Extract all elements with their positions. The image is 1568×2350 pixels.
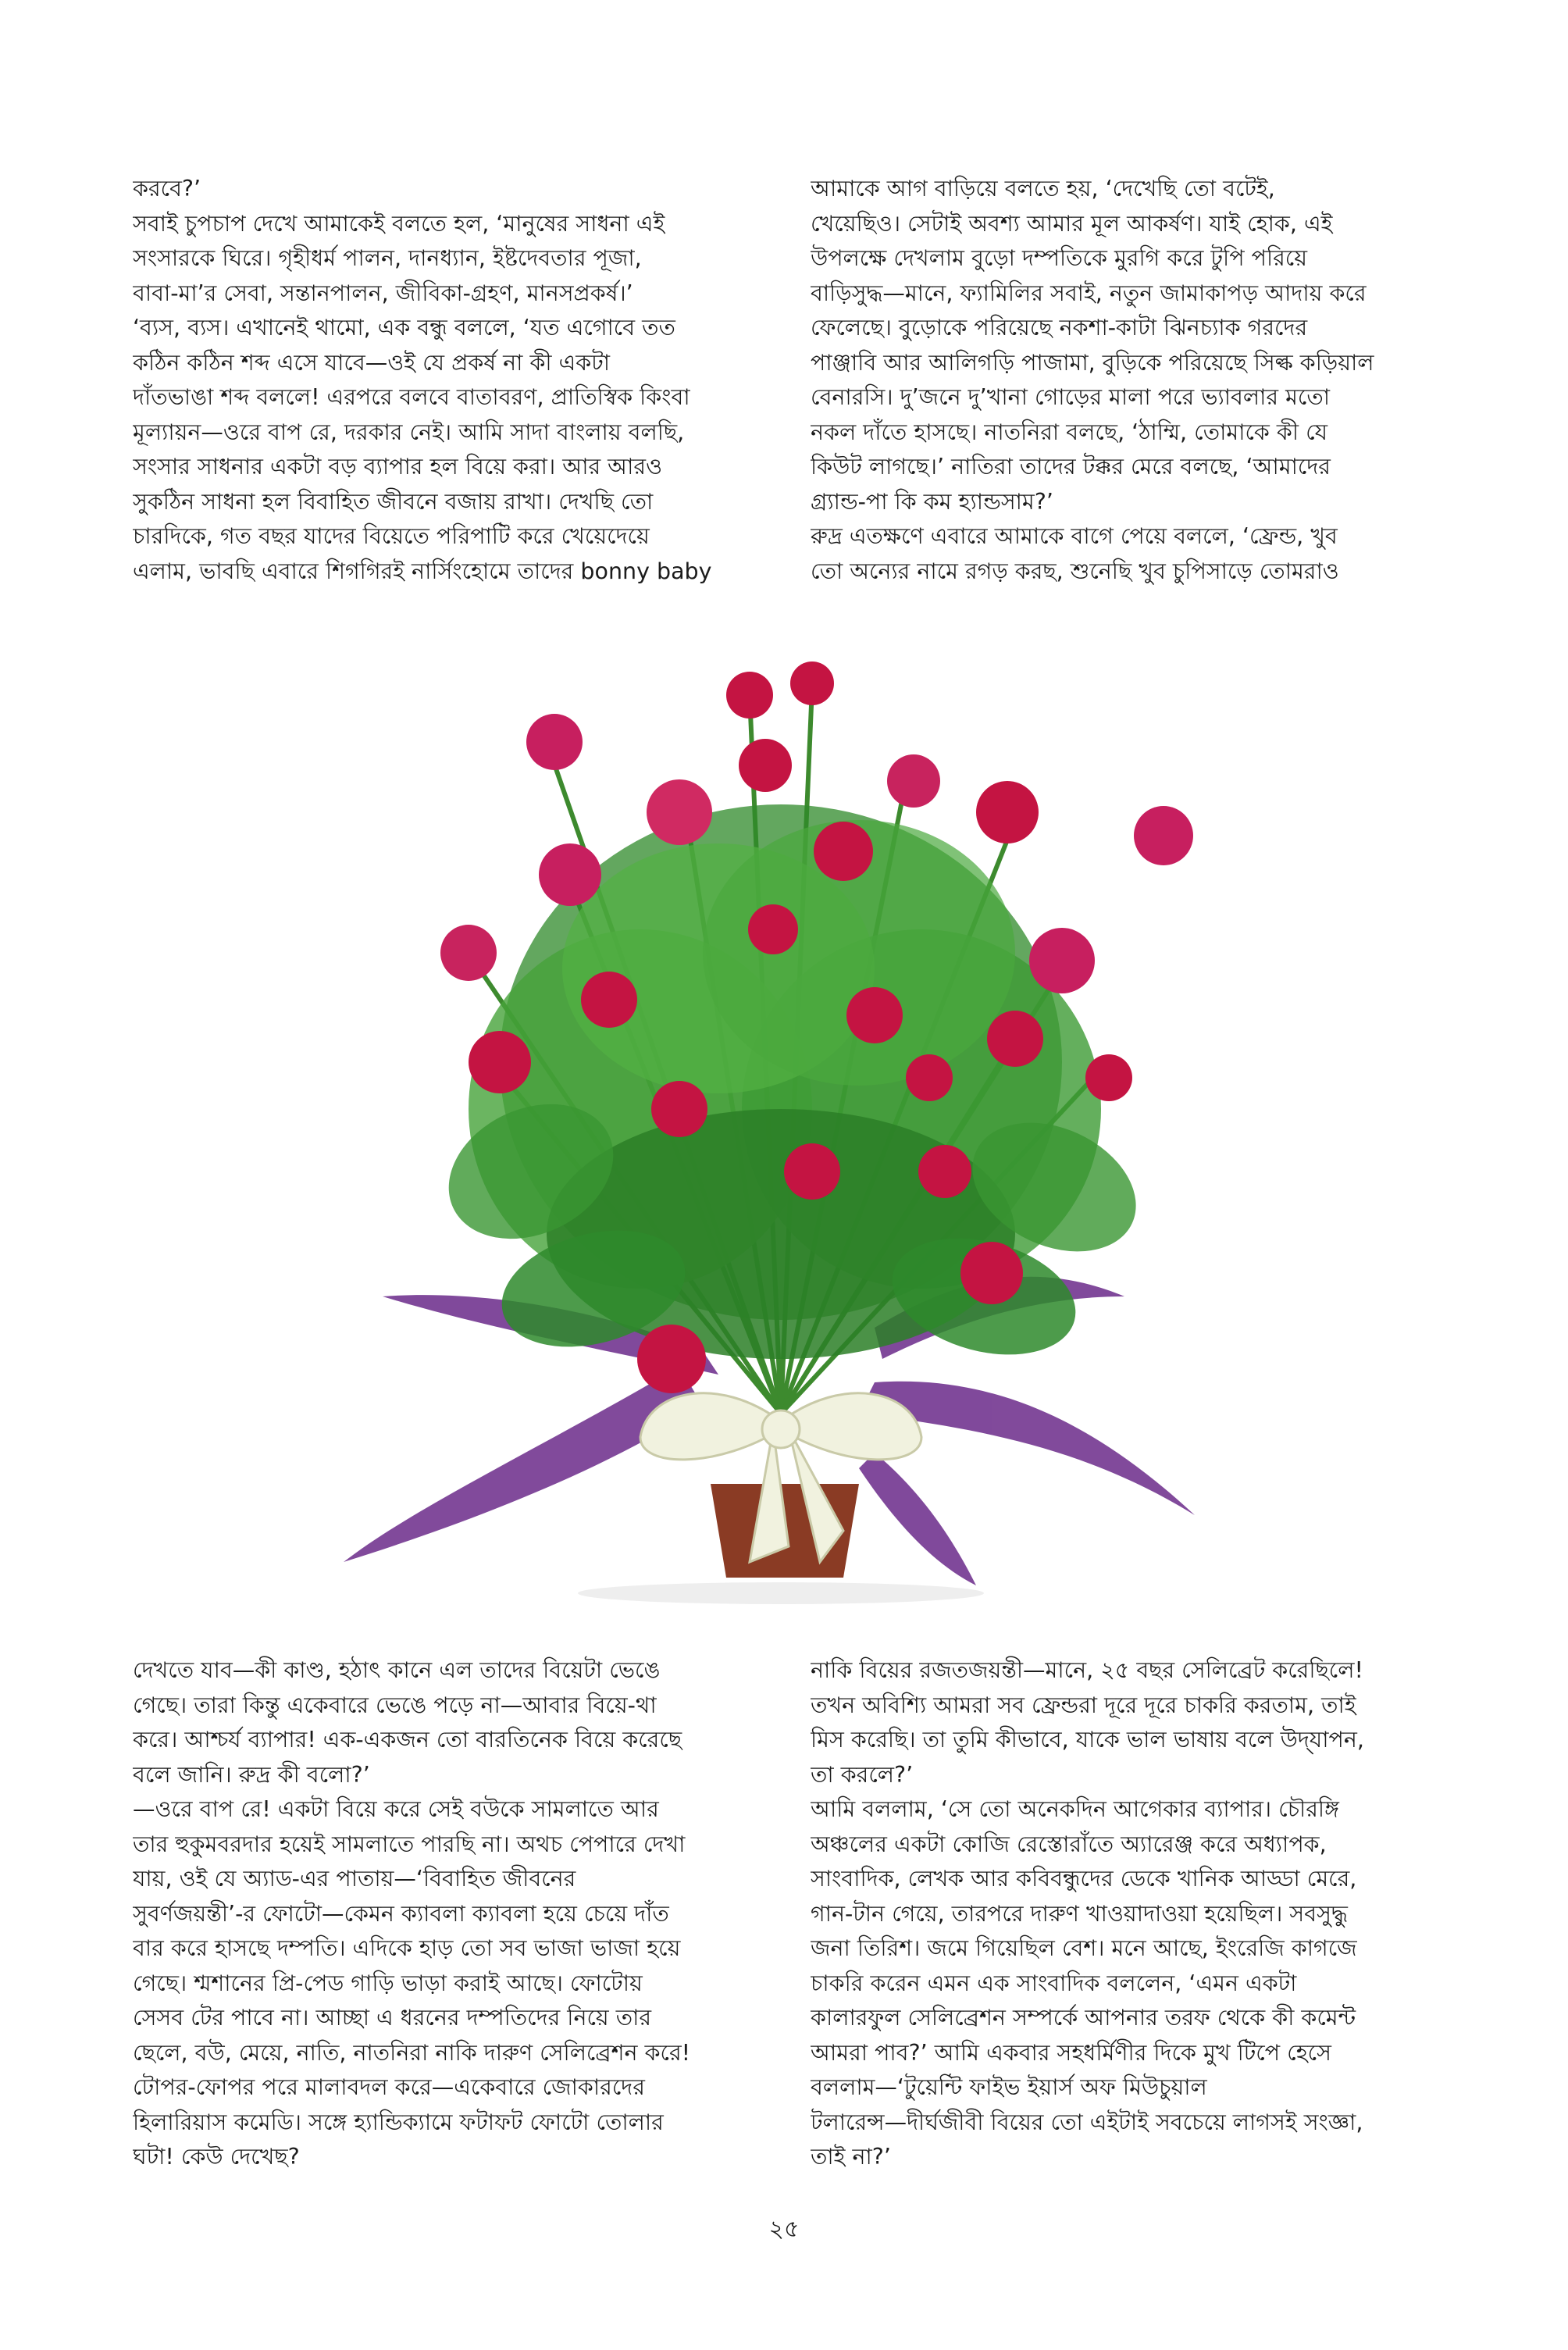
text-line: তা করলে?’ bbox=[811, 1761, 914, 1788]
text-line: ফেলেছে। বুড়োকে পরিয়েছে নকশা-কাটা ঝিনচ্যাক গরদের bbox=[811, 315, 1308, 341]
rose-bouquet-image bbox=[312, 625, 1249, 1609]
rose bbox=[581, 972, 637, 1028]
text-line: টোপর-ফোপর পরে মালাবদল করে—একেবারে জোকারদের bbox=[133, 2074, 645, 2100]
green-leaves bbox=[426, 804, 1156, 1374]
text-line: মূল্যায়ন—ওরে বাপ রে, দরকার নেই। আমি সাদা বাংলায় বলছি, bbox=[133, 419, 685, 445]
text-line: বলে জানি। রুদ্র কী বলো?’ bbox=[133, 1761, 370, 1788]
text-line: গেছে। শ্মশানের প্রি-পেড গাড়ি ভাড়া করাই আছে। ফোটোয় bbox=[133, 1970, 643, 1996]
text-line: কালারফুল সেলিব্রেশন সম্পর্কে আপনার তরফ থেকে কী কমেন্ট bbox=[811, 2005, 1356, 2031]
text-line: সেসব টের পাবে না। আচ্ছা এ ধরনের দম্পতিদের নিয়ে তার bbox=[133, 2005, 652, 2031]
text-line: করবে?’ bbox=[133, 176, 201, 201]
rose bbox=[651, 1081, 707, 1137]
text-line: ছেলে, বউ, মেয়ে, নাতি, নাতনিরা নাকি দারুণ সেলিব্রেশন করে! bbox=[133, 2039, 691, 2066]
text-line: সংসারকে ঘিরে। গৃহীধর্ম পালন, দানধ্যান, ইষ্টদেবতার পূজা, bbox=[133, 245, 642, 271]
rose bbox=[1134, 806, 1193, 865]
text-line: গ্র্যান্ড-পা কি কম হ্যান্ডসাম?’ bbox=[811, 488, 1053, 515]
column-bottom-right bbox=[811, 1653, 1435, 2175]
text-line: বেনারসি। দু’জনে দু’খানা গোড়ের মালা পরে ভ্যাবলার মতো bbox=[811, 384, 1331, 410]
text-line: নাকি বিয়ের রজতজয়ন্তী—মানে, ২৫ বছর সেলিব্রেট করেছিলে! bbox=[811, 1657, 1363, 1683]
text-line: সুবর্ণজয়ন্তী’-র ফোটো—কেমন ক্যাবলা ক্যাবলা হয়ে চেয়ে দাঁত bbox=[133, 1900, 669, 1927]
text-line: টলারেন্স—দীর্ঘজীবী বিয়ের তো এইটাই সবচেয়ে লাগসই সংজ্ঞা, bbox=[811, 2109, 1363, 2135]
text-line: নকল দাঁতে হাসছে। নাতনিরা বলছে, ‘ঠাম্মি, তোমাকে কী যে bbox=[811, 419, 1328, 445]
rose bbox=[987, 1011, 1043, 1067]
text-line: বাবা-মা’র সেবা, সন্তানপালন, জীবিকা-গ্রহণ, মানসপ্রকর্ষ।’ bbox=[133, 280, 633, 306]
rose bbox=[748, 904, 798, 954]
rose bbox=[846, 987, 903, 1043]
text-line: বার করে হাসছে দম্পতি। এদিকে হাড় তো সব ভাজা ভাজা হয়ে bbox=[133, 1935, 681, 1961]
rose bbox=[784, 1143, 840, 1200]
text-line: আমি বললাম, ‘সে তো অনেকদিন আগেকার ব্যাপার। চৌরঙ্গি bbox=[811, 1796, 1339, 1822]
text-line: ‘ব্যস, ব্যস। এখানেই থামো, এক বন্ধু বললে, ‘যত এগোবে তত bbox=[133, 315, 675, 341]
text-line: কঠিন কঠিন শব্দ এসে যাবে—ওই যে প্রকর্ষ না কী একটা bbox=[133, 349, 611, 376]
text-line: তার হুকুমবরদার হয়েই সামলাতে পারছি না। অথচ পেপারে দেখা bbox=[133, 1831, 686, 1857]
text-line: মিস করেছি। তা তুমি কীভাবে, যাকে ভাল ভাষায় বলে উদ্‌যাপন, bbox=[811, 1727, 1364, 1753]
text-line: সুকঠিন সাধনা হল বিবাহিত জীবনে বজায় রাখা। দেখছি তো bbox=[133, 488, 654, 515]
rose bbox=[1029, 928, 1095, 993]
text-line: সাংবাদিক, লেখক আর কবিবন্ধুদের ডেকে খানিক আড্ডা মেরে, bbox=[811, 1866, 1357, 1892]
text-line: এলাম, ভাবছি এবারে শিগগিরই নার্সিংহোমে তাদের bonny baby bbox=[133, 558, 712, 584]
column-top-right bbox=[811, 172, 1435, 589]
rose bbox=[918, 1145, 971, 1198]
rose bbox=[814, 822, 873, 881]
rose bbox=[539, 843, 601, 906]
column-top-left bbox=[133, 172, 757, 589]
rose bbox=[526, 714, 583, 770]
text-line: গান-টান গেয়ে, তারপরে দারুণ খাওয়াদাওয়া হয়েছিল। সবসুদ্ধু bbox=[811, 1900, 1348, 1927]
rose bbox=[906, 1054, 953, 1101]
rose bbox=[887, 754, 940, 808]
text-line: বললাম—‘টুয়েন্টি ফাইভ ইয়ার্স অফ মিউচুয়াল bbox=[811, 2074, 1207, 2100]
text-line: খেয়েছিও। সেটাই অবশ্য আমার মূল আকর্ষণ। যাই হোক, এই bbox=[811, 210, 1333, 237]
column-bottom-left bbox=[133, 1653, 757, 2175]
rose bbox=[739, 739, 792, 792]
rose bbox=[1085, 1054, 1132, 1101]
text-line: যায়, ওই যে অ্যাড-এর পাতায়—‘বিবাহিত জীবনের bbox=[133, 1866, 576, 1892]
text-line: সবাই চুপচাপ দেখে আমাকেই বলতে হল, ‘মানুষের সাধনা এই bbox=[133, 210, 665, 237]
text-line: তাই না?’ bbox=[811, 2144, 891, 2170]
text-line: চারদিকে, গত বছর যাদের বিয়েতে পরিপাটি করে খেয়েদেয়ে bbox=[133, 523, 650, 549]
text-line: অঞ্চলের একটা কোজি রেস্তোরাঁতে অ্যারেঞ্জ করে অধ্যাপক, bbox=[811, 1831, 1327, 1857]
base-shadow bbox=[578, 1582, 984, 1604]
text-line: দাঁতভাঙা শব্দ বললে! এরপরে বলবে বাতাবরণ, প্রাতিস্বিক কিংবা bbox=[133, 384, 690, 410]
text-line: গেছে। তারা কিন্তু একেবারে ভেঙে পড়ে না—আবার বিয়ে-থা bbox=[133, 1692, 657, 1718]
text-line: পাঞ্জাবি আর আলিগড়ি পাজামা, বুড়িকে পরিয়েছে সিল্ক কড়িয়াল bbox=[811, 349, 1374, 376]
text-line: কিউট লাগছে।’ নাতিরা তাদের টক্কর মেরে বলছে, ‘আমাদের bbox=[811, 454, 1331, 480]
text-line: তখন অবিশ্যি আমরা সব ফ্রেন্ডরা দূরে দূরে চাকরি করতাম, তাই bbox=[811, 1692, 1356, 1718]
text-line: তো অন্যের নামে রগড় করছ, শুনেছি খুব চুপিসাড়ে তোমরাও bbox=[811, 558, 1339, 584]
text-line: জনা তিরিশ। জমে গিয়েছিল বেশ। মনে আছে, ইংরেজি কাগজে bbox=[811, 1935, 1357, 1961]
text-line: উপলক্ষে দেখলাম বুড়ো দম্পতিকে মুরগি করে টুপি পরিয়ে bbox=[811, 245, 1308, 271]
text-line: আমাকে আগ বাড়িয়ে বলতে হয়, ‘দেখেছি তো বটেই, bbox=[811, 176, 1275, 201]
text-line: আমরা পাব?’ আমি একবার সহধর্মিণীর দিকে মুখ টিপে হেসে bbox=[811, 2039, 1331, 2066]
text-line: চাকরি করেন এমন এক সাংবাদিক বললেন, ‘এমন একটা bbox=[811, 1970, 1297, 1996]
rose bbox=[726, 672, 773, 719]
text-line: —ওরে বাপ রে! একটা বিয়ে করে সেই বউকে সামলাতে আর bbox=[133, 1796, 659, 1822]
text-line: দেখতে যাব—কী কাণ্ড, হঠাৎ কানে এল তাদের বিয়েটা ভেঙে bbox=[133, 1657, 661, 1683]
rose bbox=[469, 1031, 531, 1093]
rose bbox=[790, 661, 834, 705]
text-line: ঘটা! কেউ দেখেছ? bbox=[133, 2144, 300, 2170]
rose bbox=[960, 1242, 1023, 1304]
rose bbox=[637, 1325, 706, 1393]
text-line: করে। আশ্চর্য ব্যাপার! এক-একজন তো বারতিনেক বিয়ে করেছে bbox=[133, 1727, 682, 1753]
text-line: সংসার সাধনার একটা বড় ব্যাপার হল বিয়ে করা। আর আরও bbox=[133, 454, 663, 480]
text-line: হিলারিয়াস কমেডি। সঙ্গে হ্যান্ডিক্যামে ফটাফট ফোটো তোলার bbox=[133, 2109, 664, 2135]
text-line: বাড়িসুদ্ধ—মানে, ফ্যামিলির সবাই, নতুন জামাকাপড় আদায় করে bbox=[811, 280, 1367, 306]
rose bbox=[976, 781, 1039, 843]
rose bbox=[647, 779, 712, 845]
text-line: রুদ্র এতক্ষণে এবারে আমাকে বাগে পেয়ে বললে, ‘ফ্রেন্ড, খুব bbox=[811, 523, 1338, 549]
rose bbox=[440, 925, 497, 981]
page-number: ২৫ bbox=[768, 2216, 800, 2243]
